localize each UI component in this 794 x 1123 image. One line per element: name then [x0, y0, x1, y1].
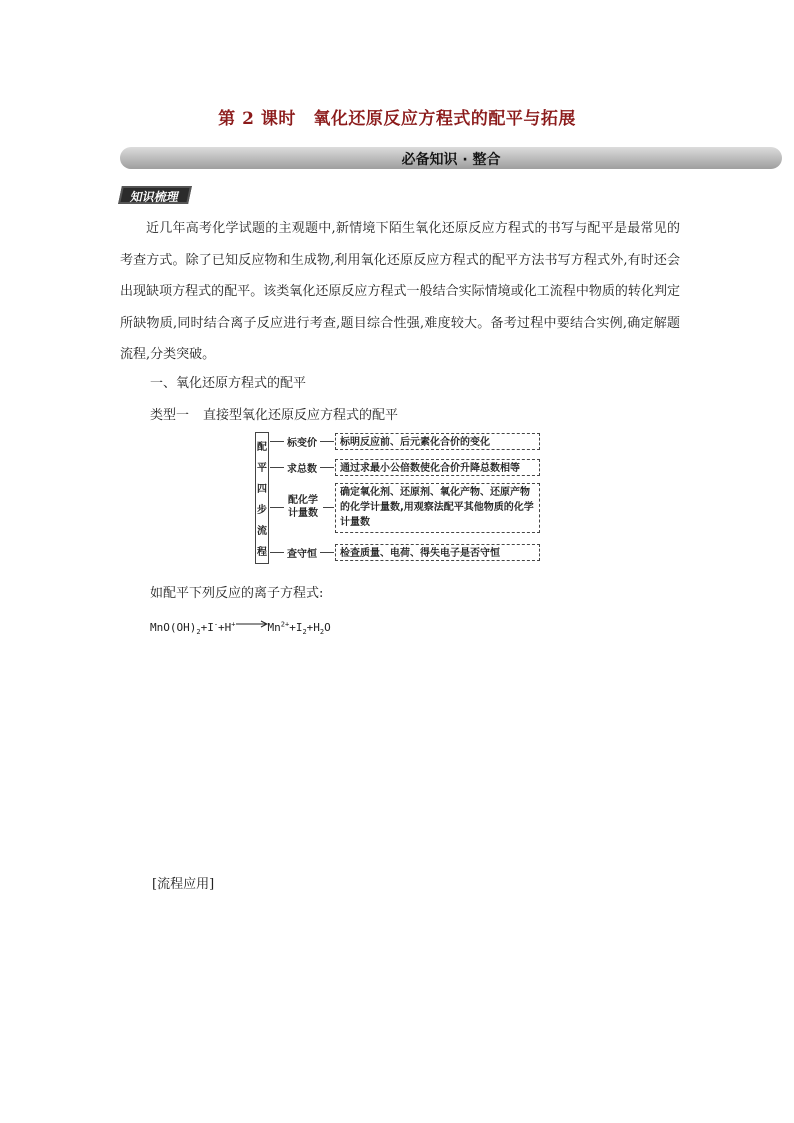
intro-paragraph: 近几年高考化学试题的主观题中,新情境下陌生氧化还原反应方程式的书写与配平是最常见的考查方式。除了已知反应物和生成物,利用氧化还原反应方程式的配平方法书写方程式外,有时还会出现缺项方程式的配平。该类氧化还原反应方程式一般结合实际情境或化工流程中物质的转化判定所缺物质,同时结合离子反应进行考查,题目综合性强,难度较大。备考过程中要结合实例,确定解题流程,分类突破。: [120, 221, 680, 362]
flow-step-desc: 确定氧化剂、还原剂、氧化产物、还原产物的化学计量数,用观察法配平其他物质的化学计量数: [335, 483, 540, 533]
reaction-arrow-icon: [236, 620, 268, 628]
eq-subscript: 2: [302, 628, 307, 637]
ionic-equation: [150, 620, 331, 636]
flow-connector: [320, 441, 334, 442]
heading-type-one: [150, 404, 398, 423]
flow-connector: [270, 441, 284, 442]
flow-step-desc: 标明反应前、后元素化合价的变化: [335, 433, 540, 450]
eq-superscript: 2+: [280, 620, 290, 629]
flow-connector: [270, 467, 284, 468]
eq-subscript: 2: [319, 628, 325, 637]
flow-vertical-char: 程: [257, 547, 267, 558]
eq-term: +I: [289, 621, 303, 634]
flow-vertical-char: 流: [257, 526, 267, 537]
flow-vertical-char: 配: [257, 442, 267, 453]
balancing-flow-diagram: [255, 430, 545, 570]
flow-step-desc: 通过求最小公倍数使化合价升降总数相等: [335, 459, 540, 476]
eq-superscript: -: [213, 620, 219, 629]
flow-connector: [320, 467, 334, 468]
flow-step-label: 求总数: [287, 464, 317, 475]
eq-term: O: [324, 621, 331, 634]
flow-connector: [320, 552, 334, 553]
flow-vertical-char: 步: [257, 505, 267, 516]
flow-connector: [270, 507, 284, 508]
heading-type-title: 直接型氧化还原反应方程式的配平: [203, 408, 399, 423]
flow-step-label-line: 计量数: [288, 508, 318, 519]
heading-type-label: 类型一: [150, 408, 190, 423]
heading-balancing: 一、氧化还原方程式的配平: [150, 376, 307, 391]
lesson-title: 第 2 课时 氧化还原反应方程式的配平与拓展: [218, 109, 576, 129]
knowledge-badge: 知识梳理: [118, 186, 192, 204]
section-bar: [120, 147, 782, 169]
flow-vertical-char: 平: [257, 463, 267, 474]
application-label: [流程应用]: [152, 877, 215, 892]
eq-superscript: +: [231, 620, 236, 629]
flow-step-label: 标变价: [287, 438, 317, 449]
flow-step-label-line: 配化学: [288, 495, 318, 506]
flow-vertical-label: [255, 432, 269, 564]
flow-vertical-char: 四: [257, 484, 267, 495]
eq-term: Mn: [267, 621, 281, 634]
flow-step-label: [283, 494, 323, 520]
flow-step-label: 查守恒: [287, 549, 317, 560]
eq-subscript: 2: [196, 628, 201, 637]
flow-connector: [270, 552, 284, 553]
eq-term: +H: [218, 621, 232, 634]
section-bar-label: 必备知识 · 整合: [401, 152, 501, 168]
flow-connector: [323, 507, 334, 508]
flow-step-desc: 检查质量、电荷、得失电子是否守恒: [335, 544, 540, 561]
example-intro: 如配平下列反应的离子方程式:: [150, 586, 324, 601]
eq-term: MnO(OH): [150, 621, 197, 634]
eq-term: +H: [306, 621, 320, 634]
eq-term: +I: [200, 621, 214, 634]
